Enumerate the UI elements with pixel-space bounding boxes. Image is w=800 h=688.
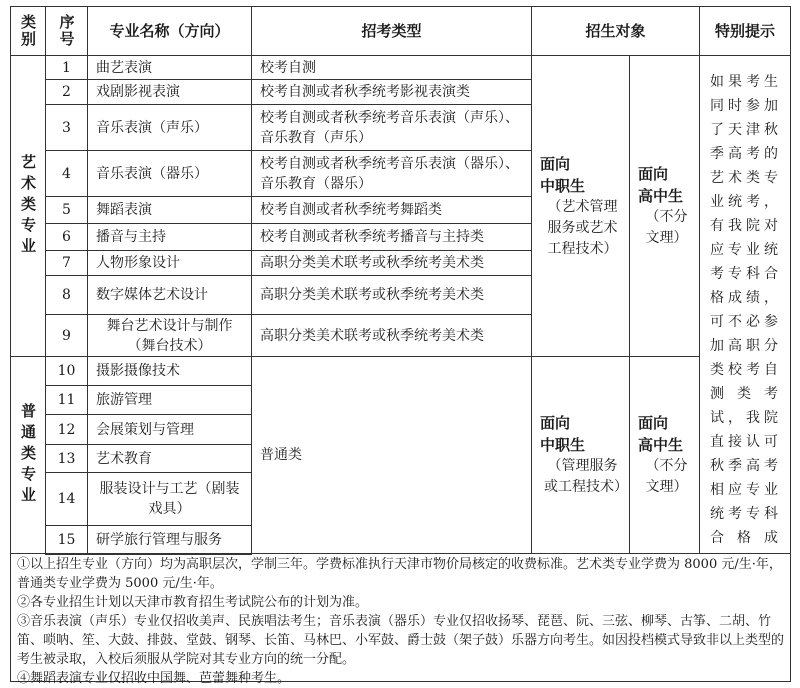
general-target-vocational bbox=[531, 356, 630, 554]
note-2: ②各专业招生计划以天津市教育招生考试院公布的计划为准。 bbox=[17, 595, 369, 610]
row-major bbox=[87, 525, 252, 555]
row-exam-type-text: 高职分类美术联考或秋季统考美术类 bbox=[260, 287, 484, 303]
general-vocational-line2: 中职生 bbox=[540, 436, 586, 454]
row-number-text: 2 bbox=[62, 84, 71, 100]
row-number bbox=[45, 356, 88, 386]
special-tip-cell bbox=[699, 55, 791, 554]
note-1: ①以上招生专业（方向）均为高职层次，学制三年。学费标准执行天津市物价局核定的收费标准。艺术类专业学费为 8000 元/生·年，普通类专业学费为 5000 元/生·年。 bbox=[17, 557, 782, 591]
row-number bbox=[45, 444, 88, 473]
row-number-text: 4 bbox=[62, 165, 71, 182]
header-tips-text: 特别提示 bbox=[714, 22, 775, 40]
row-number-text: 5 bbox=[62, 202, 71, 218]
row-major-text: 舞台艺术设计与制作（舞台技术） bbox=[106, 317, 233, 354]
row-major-text: 人物形象设计 bbox=[96, 255, 180, 271]
row-major bbox=[87, 55, 252, 80]
row-major-text: 研学旅行管理与服务 bbox=[96, 532, 222, 548]
row-major bbox=[87, 275, 252, 315]
row-exam-type-text: 校考自测 bbox=[260, 59, 316, 76]
row-number-text: 1 bbox=[62, 59, 71, 76]
row-number-text: 11 bbox=[57, 392, 76, 408]
header-tips bbox=[699, 6, 791, 56]
row-major-text: 音乐表演（器乐） bbox=[96, 165, 208, 182]
row-major-text: 音乐表演（声乐） bbox=[96, 119, 208, 136]
row-major-text: 曲艺表演 bbox=[96, 59, 152, 76]
header-target bbox=[531, 6, 700, 56]
row-number bbox=[45, 314, 88, 357]
row-number bbox=[45, 275, 88, 315]
row-major bbox=[87, 104, 252, 151]
header-category-text: 类别 bbox=[19, 14, 37, 48]
row-major-text: 服装设计与工艺（剧装戏具） bbox=[99, 481, 240, 517]
note-4: ④舞蹈表演专业仅招收中国舞、芭蕾舞种考生。 bbox=[17, 671, 291, 686]
row-number-text: 9 bbox=[62, 327, 71, 344]
header-exam-type-text: 招考类型 bbox=[361, 22, 422, 40]
row-number bbox=[45, 150, 88, 197]
row-exam-type-text: 校考自测或者秋季统考影视表演类 bbox=[260, 84, 470, 100]
row-exam-type bbox=[251, 55, 532, 80]
header-major-text: 专业名称（方向） bbox=[109, 22, 230, 40]
row-number-text: 8 bbox=[62, 287, 71, 303]
row-number bbox=[45, 104, 88, 151]
general-highschool-detail: （不分文理） bbox=[645, 458, 688, 495]
row-exam-type bbox=[251, 104, 532, 151]
group-general-text: 普通类专业 bbox=[19, 402, 37, 508]
row-exam-type-text: 高职分类美术联考或秋季统考美术类 bbox=[260, 255, 484, 271]
special-tip-text: 如果考生同时参加了天津秋季高考的艺术类专业统考，有我院对应专业统考专科合格成绩，可不必参加高职分类校考自测类考试，我院直接认可秋季高考相应专业统考专科合格成 bbox=[710, 74, 780, 546]
general-highschool-line2: 高中生 bbox=[638, 436, 684, 454]
row-major-text: 数字媒体艺术设计 bbox=[96, 287, 208, 303]
row-major-text: 旅游管理 bbox=[96, 392, 152, 408]
row-exam-type bbox=[251, 196, 532, 224]
row-number-text: 3 bbox=[62, 119, 71, 136]
row-exam-type bbox=[251, 223, 532, 251]
row-exam-type bbox=[251, 275, 532, 315]
header-major bbox=[87, 6, 252, 56]
row-major-text: 摄影摄像技术 bbox=[96, 363, 180, 379]
row-number-text: 12 bbox=[57, 421, 76, 438]
row-exam-type-text: 校考自测或者秋季统考音乐表演（声乐）、音乐教育（声乐） bbox=[260, 109, 519, 146]
row-exam-type bbox=[251, 150, 532, 197]
row-major bbox=[87, 250, 252, 276]
row-major bbox=[87, 196, 252, 224]
row-major-text: 戏剧影视表演 bbox=[96, 84, 180, 100]
row-major bbox=[87, 444, 252, 473]
row-major bbox=[87, 472, 252, 526]
row-number bbox=[45, 55, 88, 80]
row-major-text: 会展策划与管理 bbox=[96, 421, 194, 438]
row-major bbox=[87, 414, 252, 445]
row-number-text: 15 bbox=[57, 532, 76, 548]
general-exam-cell bbox=[251, 356, 532, 554]
art-vocational-title: 面向 bbox=[540, 154, 571, 173]
group-general-label bbox=[10, 356, 46, 554]
header-target-text: 招生对象 bbox=[585, 22, 646, 40]
general-exam-text: 普通类 bbox=[260, 447, 302, 463]
row-major-text: 艺术教育 bbox=[96, 450, 152, 467]
row-exam-type bbox=[251, 314, 532, 357]
row-number bbox=[45, 79, 88, 105]
row-major bbox=[87, 79, 252, 105]
row-number-text: 13 bbox=[57, 450, 76, 467]
row-number bbox=[45, 525, 88, 555]
art-vocational-line2: 中职生 bbox=[540, 176, 586, 195]
group-art-label bbox=[10, 55, 46, 357]
row-major-text: 舞蹈表演 bbox=[96, 202, 152, 218]
row-major bbox=[87, 356, 252, 386]
row-exam-type-text: 校考自测或者秋季统考舞蹈类 bbox=[260, 202, 442, 218]
art-target-vocational bbox=[531, 55, 630, 357]
row-number bbox=[45, 414, 88, 445]
note-3: ③音乐表演（声乐）专业仅招收美声、民族唱法考生；音乐表演（器乐）专业仅招收扬琴、琵琶、阮、三弦、柳琴、古筝、二胡、竹笛、唢呐、笙、大鼓、排鼓、堂鼓、钢琴、长笛、马林巴、小军鼓、爵士鼓（架子鼓）乐器方向考生。如因投档模式导致非以上类型的考生被录取，入校后须服从学院对其专业方向的统一分配。 bbox=[17, 614, 785, 667]
header-category bbox=[10, 6, 46, 56]
row-number bbox=[45, 223, 88, 251]
row-number-text: 6 bbox=[62, 229, 71, 245]
art-vocational-detail: （艺术管理服务或艺术工程技术） bbox=[547, 198, 618, 257]
art-highschool-title: 面向 bbox=[638, 165, 669, 183]
row-exam-type bbox=[251, 250, 532, 276]
row-number bbox=[45, 250, 88, 276]
row-number bbox=[45, 472, 88, 526]
row-number bbox=[45, 196, 88, 224]
general-target-highschool bbox=[629, 356, 700, 554]
row-number-text: 14 bbox=[57, 491, 76, 507]
general-vocational-title: 面向 bbox=[540, 414, 571, 432]
header-exam-type bbox=[251, 6, 532, 56]
row-exam-type-text: 高职分类美术联考或秋季统考美术类 bbox=[260, 327, 484, 344]
general-vocational-detail: （管理服务或工程技术） bbox=[544, 458, 628, 495]
row-exam-type-text: 校考自测或者秋季统考播音与主持类 bbox=[260, 229, 484, 245]
art-target-highschool bbox=[629, 55, 700, 357]
row-major bbox=[87, 314, 252, 357]
general-highschool-title: 面向 bbox=[638, 414, 669, 432]
row-exam-type-text: 校考自测或者秋季统考音乐表演（器乐）、音乐教育（器乐） bbox=[260, 155, 519, 192]
row-major bbox=[87, 150, 252, 197]
group-art-text: 艺术类专业 bbox=[19, 153, 37, 259]
row-number-text: 7 bbox=[62, 255, 71, 271]
row-major bbox=[87, 385, 252, 415]
notes-box bbox=[10, 553, 791, 686]
row-major-text: 播音与主持 bbox=[96, 229, 166, 245]
art-highschool-detail: （不分文理） bbox=[645, 209, 688, 246]
row-number-text: 10 bbox=[57, 363, 76, 379]
header-no-text: 序号 bbox=[57, 14, 76, 48]
row-major bbox=[87, 223, 252, 251]
header-no bbox=[45, 6, 88, 56]
art-highschool-line2: 高中生 bbox=[638, 187, 684, 205]
row-exam-type bbox=[251, 79, 532, 105]
row-number bbox=[45, 385, 88, 415]
